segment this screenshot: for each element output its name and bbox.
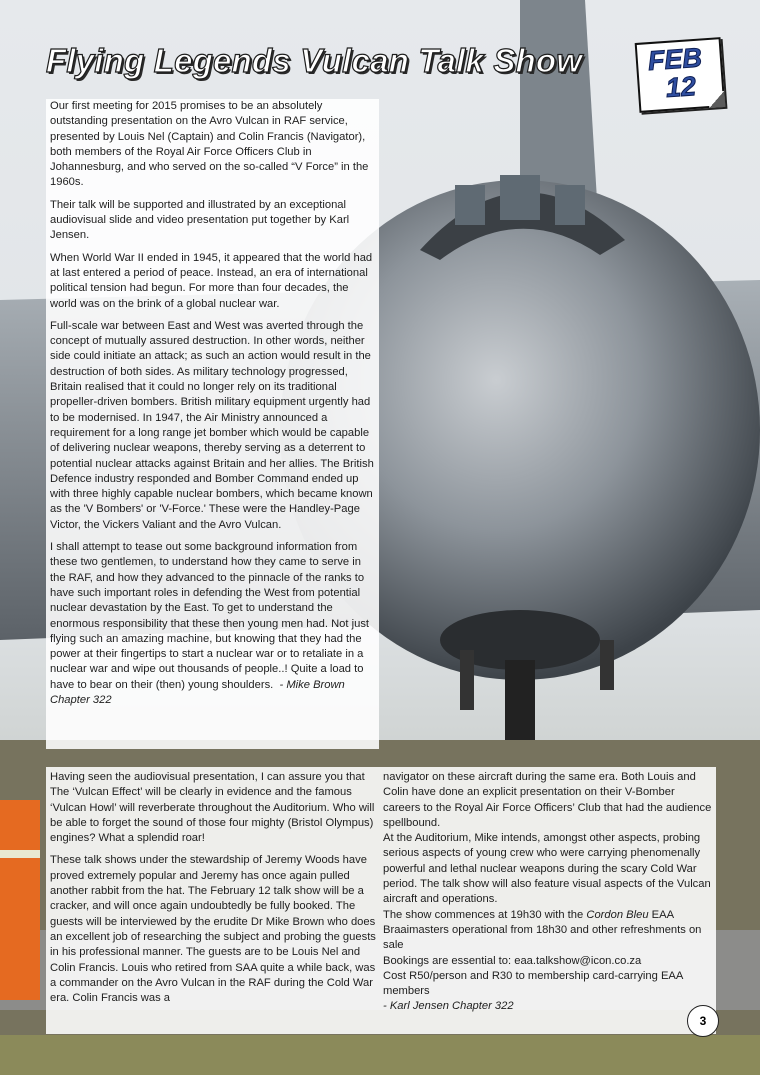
article-paragraph: These talk shows under the stewardship of Jeremy Woods have proved extremely popular and Jeremy has once again pulled another rabbit from the hat. The February 12 talk show will be a cracker, and will once again undoubtedly be fully booked. The guests will be interviewed by the erudite Dr Mike Brown who does an excellent job of researching the subject and probing the guests in his professional manner. The guests are to be Louis Nel and Colin Francis. Louis who retired from SAA quite a while back, was a commander on the Avro Vulcan in the RAF during the Cold War era. Colin Francis was a (50, 854, 376, 1005)
author-signature: - Mike Brown Chapter 322 (50, 678, 345, 706)
event-details-panel (46, 767, 716, 1034)
article-paragraph: Having seen the audiovisual presentation, I can assure you that The ‘Vulcan Effect’ will be clearly in evidence and the famous ‘Vulcan Howl’ will reverberate throughout the Auditorium. Who will be able to forget the sound of those four mighty (Bristol Olympus) engines? What a splendid roar! (50, 771, 375, 845)
intro-article-panel (46, 99, 379, 749)
page-title: Flying Legends Vulcan Talk Show (46, 42, 583, 79)
date-day: 12 (664, 70, 697, 103)
article-paragraph (50, 540, 376, 708)
article-text: I shall attempt to tease out some background information from these two gentlemen, to understand how they came to serve in the RAF, and how they advanced to the pinnacle of the ranks to have such important roles in defending the West from potential nuclear devastation by the East. To get to understand the enormous responsibility that these then young men had. Not just flying such an amazing machine, but knowing that they had the power at their fingertips to start a nuclear war or to retaliate in a nuclear war and wipe out thousands of people..! Quite a load to have to bear on their (then) young shoulders. (50, 541, 370, 691)
page-number: 3 (687, 1005, 719, 1037)
emphasis-text: Cordon Bleu (586, 908, 649, 921)
author-signature: - Karl Jensen Chapter 322 (383, 1000, 514, 1013)
article-paragraph (383, 908, 713, 954)
article-text: EAA Braaimasters operational from 18h30 and other refreshments on sale (383, 908, 702, 952)
left-column (50, 770, 376, 1013)
article-paragraph: Full-scale war between East and West was averted through the concept of mutually assured destruction. In other words, neither side could initiate an attack; as such an action would result in the destruction of both sides. As military technology progressed, Britain realised that it could no longer rely on its traditional propeller-driven bombers. British military equipment urgently had to be modernised. In 1947, the Air Ministry announced a requirement for a long range jet bomber which would be capable of delivering nuclear weapons, thereby serving as a deterrent to potential nuclear attacks against Britain and her allies. The British Defence industry responded and Bomber Command ended up with three highly capable nuclear bombers, which became known as the 'V Bombers' or 'V-Force.' These were the Handley-Page Victor, the Vickers Valiant and the Avro Vulcan. (50, 319, 374, 531)
article-text: The show commences at 19h30 with the (383, 908, 587, 921)
cost-info: Cost R50/person and R30 to membership card-carrying EAA members (383, 969, 683, 998)
date-month: FEB (646, 42, 703, 77)
article-paragraph: navigator on these aircraft during the same era. Both Louis and Colin have done an explicit presentation on their V-Bomber careers to the Royal Air Force Officers’ Club that had the audience spellbound. (383, 771, 712, 829)
article-paragraph: At the Auditorium, Mike intends, amongst other aspects, probing serious aspects of young crew who were carrying phenomenally powerful and lethal nuclear weapons during the scary Cold War period. The talk show will also feature visual aspects of the Vulcan aircraft and operations. (383, 832, 711, 906)
article-paragraph: Their talk will be supported and illustrated by an exceptional audiovisual slide and video presentation put together by Karl Jensen. (50, 198, 350, 242)
page-curl-decoration (708, 91, 725, 108)
article-paragraph: Our first meeting for 2015 promises to be an absolutely outstanding presentation on the Avro Vulcan in RAF service, presented by Louis Nel (Captain) and Colin Francis (Navigator), both members of the Royal Air Force Officers Club in Johannesburg, and who served on the so-called “V Force” in the 1960s. (50, 100, 369, 189)
right-column (383, 770, 713, 1015)
booking-info: Bookings are essential to: eaa.talkshow@icon.co.za (383, 954, 642, 967)
article-paragraph: When World War II ended in 1945, it appeared that the world had at last entered a period of peace. Instead, an era of international political tension had begun. For more than four decades, the world was on the brink of a global nuclear war. (50, 251, 373, 310)
date-badge (635, 37, 726, 113)
